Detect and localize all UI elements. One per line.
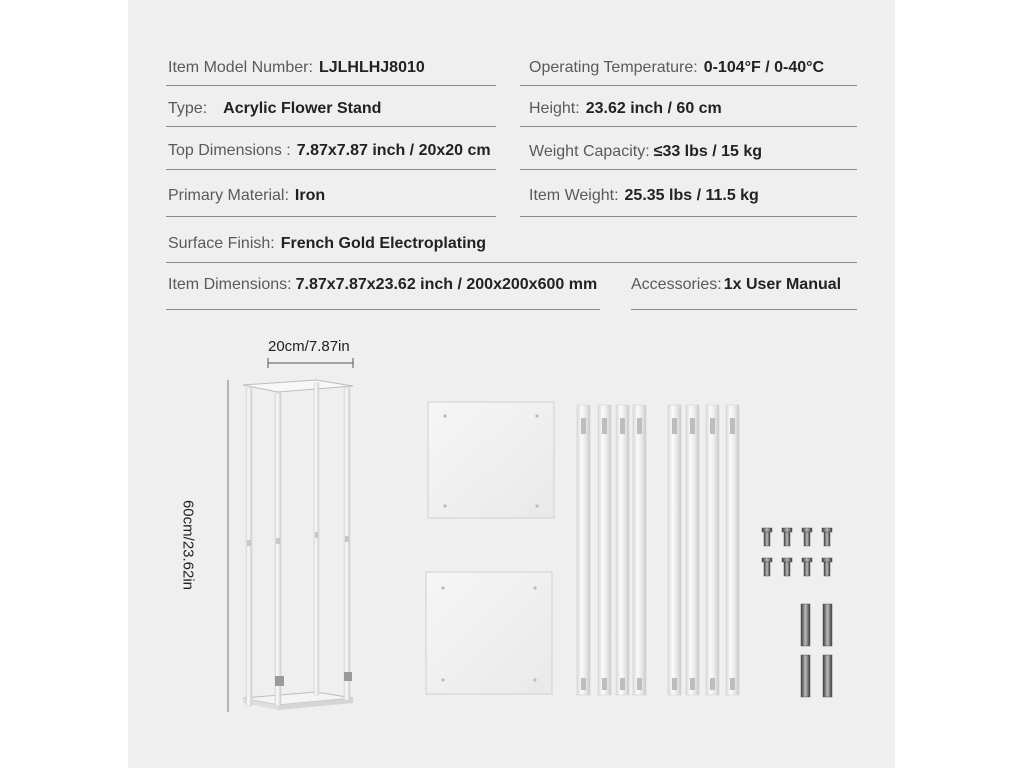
product-illustration <box>128 0 895 768</box>
spec-model-label: Item Model Number: <box>168 59 313 76</box>
height-dimension-label: 60cm/23.62in <box>179 499 197 591</box>
spec-surface-finish-label: Surface Finish: <box>168 235 275 252</box>
spec-type-label: Type: <box>168 100 208 117</box>
spec-weight-capacity-value: ≤33 lbs / 15 kg <box>653 143 763 160</box>
screws <box>762 528 832 697</box>
product-spec-card <box>128 0 895 768</box>
spec-surface-finish-value: French Gold Electroplating <box>280 235 487 252</box>
spec-model-value: LJLHLHJ8010 <box>318 59 425 76</box>
spec-temperature-value: 0-104°F / 0-40°C <box>703 59 825 76</box>
spec-item-dimensions-label: Item Dimensions: <box>168 276 292 293</box>
spec-item-weight-label: Item Weight: <box>529 187 619 204</box>
spec-type-value: Acrylic Flower Stand <box>223 100 382 117</box>
spec-item-weight-value: 25.35 lbs / 11.5 kg <box>624 187 759 204</box>
acrylic-rods <box>577 405 739 695</box>
spec-weight-capacity-label: Weight Capacity: <box>529 143 650 160</box>
spec-height-label: Height: <box>529 100 580 117</box>
spec-height-value: 23.62 inch / 60 cm <box>585 100 722 117</box>
assembled-stand <box>243 380 353 710</box>
width-dimension-label: 20cm/7.87in <box>268 338 350 355</box>
acrylic-plate <box>428 402 554 518</box>
spec-material-value: Iron <box>294 187 326 204</box>
spec-top-dimensions-label: Top Dimensions : <box>168 142 291 159</box>
spec-accessories-label: Accessories: <box>631 276 722 293</box>
spec-accessories-value: 1x User Manual <box>723 276 842 293</box>
width-dimension-line <box>268 358 353 368</box>
spec-item-dimensions-value: 7.87x7.87x23.62 inch / 200x200x600 mm <box>295 276 598 293</box>
acrylic-plate <box>426 572 552 694</box>
spec-top-dimensions-value: 7.87x7.87 inch / 20x20 cm <box>296 142 491 159</box>
spec-temperature-label: Operating Temperature: <box>529 59 698 76</box>
spec-material-label: Primary Material: <box>168 187 289 204</box>
